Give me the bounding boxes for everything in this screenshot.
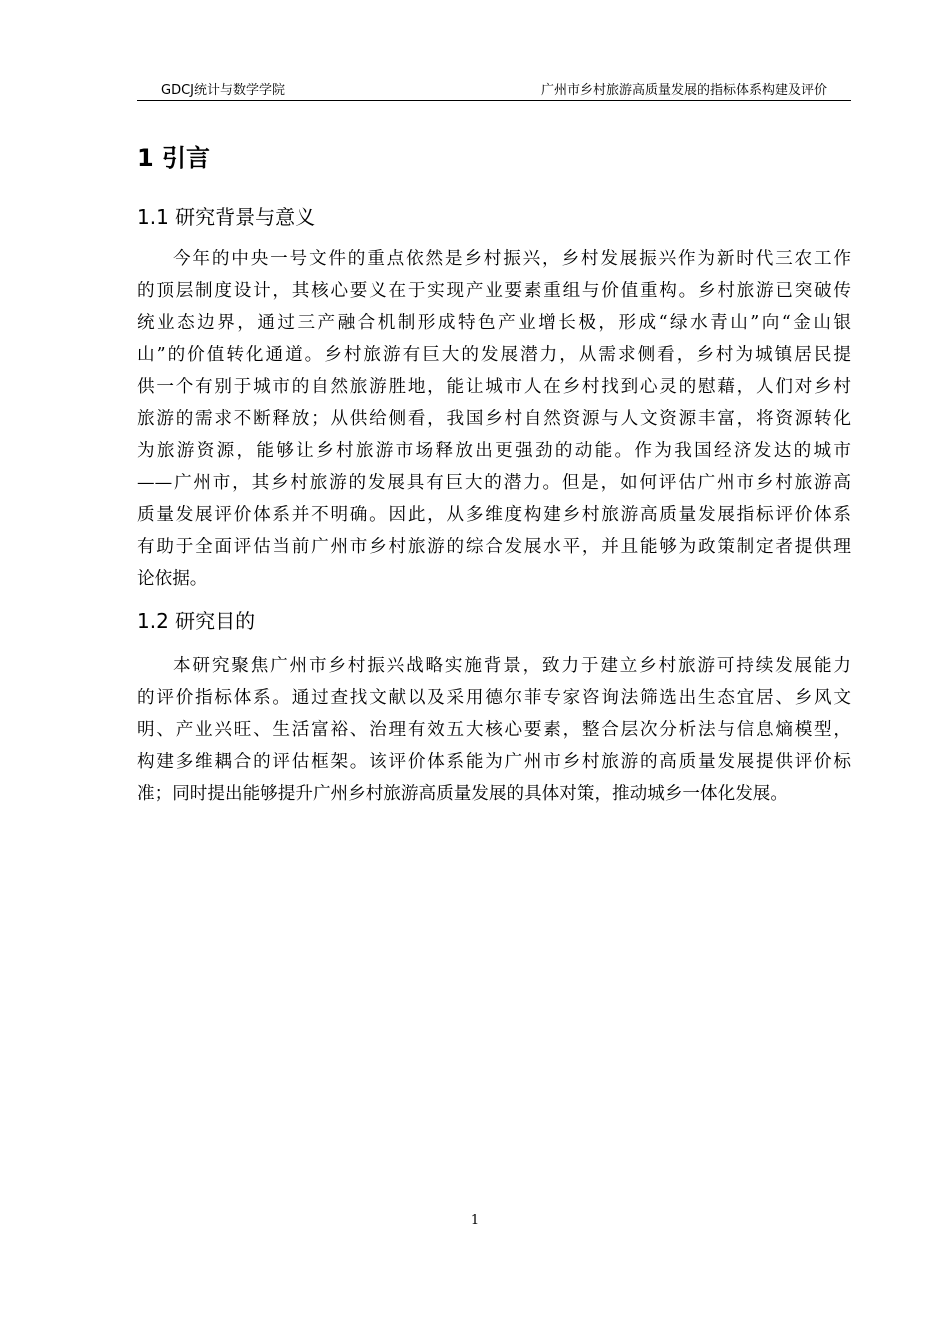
chapter-title: 1 引言	[137, 144, 211, 172]
text-line: 供一个有别于城市的自然旅游胜地，能让城市人在乡村找到心灵的慰藉，人们对乡村	[137, 377, 851, 397]
paragraph-background	[137, 243, 851, 595]
section-title-purpose: 1.2 研究目的	[137, 609, 256, 633]
text-line: 质量发展评价体系并不明确。因此，从多维度构建乡村旅游高质量发展指标评价体系	[137, 505, 851, 525]
paragraph-purpose	[137, 650, 851, 810]
text-line: 本研究聚焦广州市乡村振兴战略实施背景，致力于建立乡村旅游可持续发展能力	[173, 656, 851, 676]
text-line: 的评价指标体系。通过查找文献以及采用德尔菲专家咨询法筛选出生态宜居、乡风文	[137, 688, 851, 708]
text-line: 论依据。	[137, 569, 208, 589]
text-line: 准；同时提出能够提升广州乡村旅游高质量发展的具体对策，推动城乡一体化发展。	[137, 784, 788, 804]
text-line: 旅游的需求不断释放；从供给侧看，我国乡村自然资源与人文资源丰富，将资源转化	[137, 409, 851, 429]
section-title-background: 1.1 研究背景与意义	[137, 205, 316, 229]
running-header	[137, 78, 851, 101]
text-line: 构建多维耦合的评估框架。该评价体系能为广州市乡村旅游的高质量发展提供评价标	[137, 752, 851, 772]
text-line: 统业态边界，通过三产融合机制形成特色产业增长极，形成“绿水青山”向“金山银	[137, 313, 851, 333]
text-line: 有助于全面评估当前广州市乡村旅游的综合发展水平，并且能够为政策制定者提供理	[137, 537, 851, 557]
text-line: 今年的中央一号文件的重点依然是乡村振兴，乡村发展振兴作为新时代三农工作	[173, 249, 851, 269]
text-line: ——广州市，其乡村旅游的发展具有巨大的潜力。但是，如何评估广州市乡村旅游高	[137, 473, 851, 493]
text-line: 为旅游资源，能够让乡村旅游市场释放出更强劲的动能。作为我国经济发达的城市	[137, 441, 851, 461]
page-number: 1	[470, 1213, 480, 1228]
text-line: 山”的价值转化通道。乡村旅游有巨大的发展潜力，从需求侧看，乡村为城镇居民提	[137, 345, 851, 365]
header-paper-title: 广州市乡村旅游高质量发展的指标体系构建及评价	[540, 83, 827, 98]
text-line: 明、产业兴旺、生活富裕、治理有效五大核心要素，整合层次分析法与信息熵模型，	[137, 720, 851, 740]
header-institution: GDCJ统计与数学学院	[161, 83, 285, 98]
text-line: 的顶层制度设计，其核心要义在于实现产业要素重组与价值重构。乡村旅游已突破传	[137, 281, 851, 301]
